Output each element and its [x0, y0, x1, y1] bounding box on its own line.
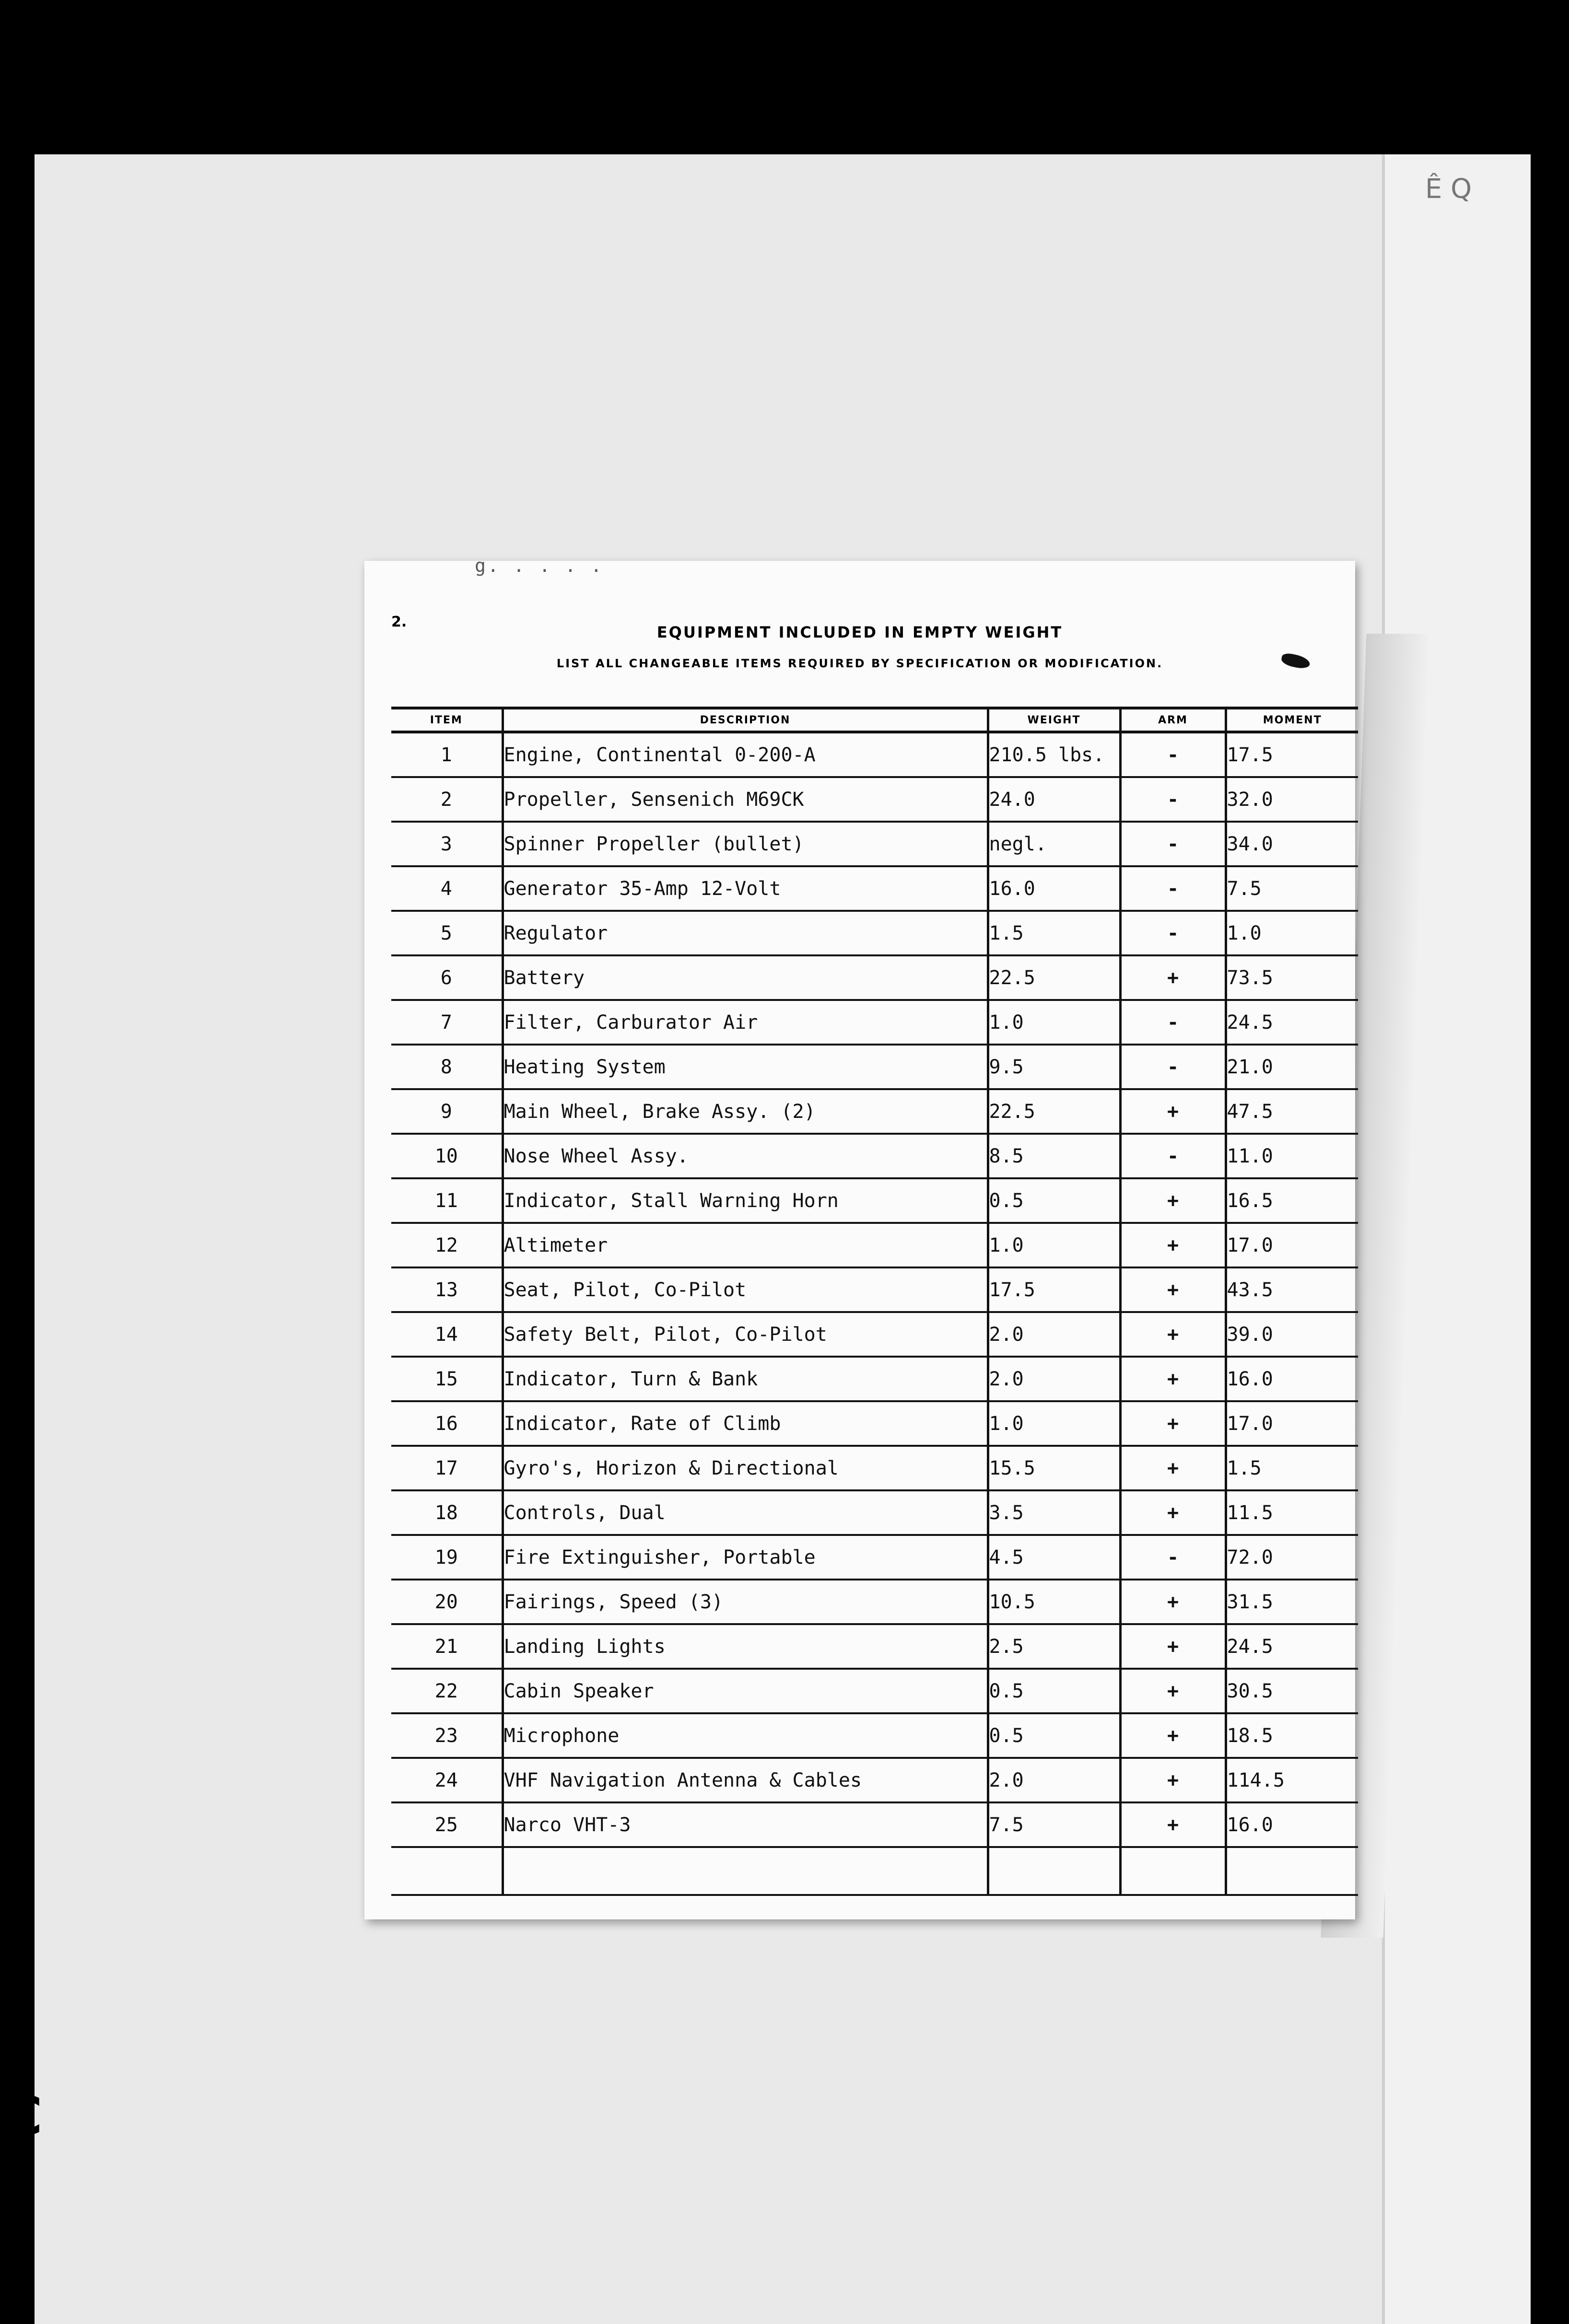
cell-moment: 7.5 [1226, 866, 1358, 911]
table-row [391, 1758, 1358, 1802]
blank-cell [1226, 1847, 1358, 1895]
cell-description: Fire Extinguisher, Portable [503, 1535, 988, 1580]
cell-item: 16 [391, 1401, 503, 1446]
cell-weight: 22.5 [988, 955, 1120, 1000]
cell-weight: 0.5 [988, 1178, 1120, 1223]
cell-weight: 4.5 [988, 1535, 1120, 1580]
cell-description: Narco VHT-3 [503, 1802, 988, 1847]
table-row [391, 1669, 1358, 1713]
cell-description: Battery [503, 955, 988, 1000]
table-row [391, 1000, 1358, 1045]
cell-moment: 24.5 [1226, 1624, 1358, 1669]
header-weight: WEIGHT [988, 708, 1120, 732]
page-number: 2. [391, 614, 407, 630]
cell-description: Altimeter [503, 1223, 988, 1267]
cell-moment: 16.0 [1226, 1802, 1358, 1847]
cell-description: VHF Navigation Antenna & Cables [503, 1758, 988, 1802]
page-title: EQUIPMENT INCLUDED IN EMPTY WEIGHT [656, 623, 1063, 641]
cell-item: 9 [391, 1089, 503, 1134]
table-row [391, 1446, 1358, 1490]
cell-arm: + [1120, 955, 1226, 1000]
table-row [391, 866, 1358, 911]
cell-moment: 24.5 [1226, 1000, 1358, 1045]
header-moment: MOMENT [1226, 708, 1358, 732]
cell-weight: 15.5 [988, 1446, 1120, 1490]
blank-cell [1120, 1847, 1226, 1895]
cell-arm: + [1120, 1490, 1226, 1535]
page-subtitle: LIST ALL CHANGEABLE ITEMS REQUIRED BY SPECIFICATION OR MODIFICATION. [556, 657, 1163, 670]
cell-description: Gyro's, Horizon & Directional [503, 1446, 988, 1490]
cell-item: 11 [391, 1178, 503, 1223]
cell-arm: + [1120, 1802, 1226, 1847]
cell-moment: 17.0 [1226, 1223, 1358, 1267]
cell-description: Fairings, Speed (3) [503, 1580, 988, 1624]
table-row [391, 822, 1358, 866]
cell-item: 22 [391, 1669, 503, 1713]
cell-arm: - [1120, 777, 1226, 822]
cell-weight: 0.5 [988, 1713, 1120, 1758]
cell-item: 17 [391, 1446, 503, 1490]
cell-moment: 21.0 [1226, 1045, 1358, 1089]
cell-arm: - [1120, 866, 1226, 911]
table-row [391, 1223, 1358, 1267]
cell-weight: 1.0 [988, 1401, 1120, 1446]
table-row [391, 1713, 1358, 1758]
cell-arm: - [1120, 1535, 1226, 1580]
cell-moment: 1.5 [1226, 1446, 1358, 1490]
scanned-page [35, 154, 1531, 2324]
cell-description: Controls, Dual [503, 1490, 988, 1535]
cell-moment: 73.5 [1226, 955, 1358, 1000]
table-body [391, 732, 1358, 1895]
corner-mark: Ê Q [1425, 174, 1472, 205]
cell-weight: 16.0 [988, 866, 1120, 911]
cell-weight: 7.5 [988, 1802, 1120, 1847]
cell-arm: + [1120, 1669, 1226, 1713]
cell-arm: + [1120, 1758, 1226, 1802]
cell-moment: 30.5 [1226, 1669, 1358, 1713]
header-description: DESCRIPTION [503, 708, 988, 732]
cell-item: 8 [391, 1045, 503, 1089]
header-arm: ARM [1120, 708, 1226, 732]
equipment-sheet [364, 555, 1355, 1919]
cell-item: 10 [391, 1134, 503, 1178]
cell-description: Landing Lights [503, 1624, 988, 1669]
cell-item: 13 [391, 1267, 503, 1312]
cell-description: Indicator, Turn & Bank [503, 1357, 988, 1401]
table-row [391, 1178, 1358, 1223]
cell-arm: + [1120, 1223, 1226, 1267]
cell-item: 18 [391, 1490, 503, 1535]
cell-item: 12 [391, 1223, 503, 1267]
cell-description: Filter, Carburator Air [503, 1000, 988, 1045]
cell-arm: + [1120, 1312, 1226, 1357]
table-row [391, 1580, 1358, 1624]
blank-cell [391, 1847, 503, 1895]
cell-arm: - [1120, 911, 1226, 955]
cell-moment: 1.0 [1226, 911, 1358, 955]
cell-moment: 11.5 [1226, 1490, 1358, 1535]
cell-description: Regulator [503, 911, 988, 955]
cell-weight: 17.5 [988, 1267, 1120, 1312]
table-row [391, 1357, 1358, 1401]
cell-weight: 2.0 [988, 1357, 1120, 1401]
cell-arm: - [1120, 732, 1226, 777]
cell-arm: - [1120, 1000, 1226, 1045]
table-row [391, 1401, 1358, 1446]
cell-moment: 18.5 [1226, 1713, 1358, 1758]
cell-description: Propeller, Sensenich M69CK [503, 777, 988, 822]
cell-description: Microphone [503, 1713, 988, 1758]
cell-item: 6 [391, 955, 503, 1000]
table-row [391, 1535, 1358, 1580]
cell-item: 2 [391, 777, 503, 822]
cell-weight: 0.5 [988, 1669, 1120, 1713]
equipment-table [391, 707, 1358, 1896]
edge-mark: C [4, 2085, 43, 2147]
cell-arm: + [1120, 1267, 1226, 1312]
table-row [391, 955, 1358, 1000]
table-row [391, 777, 1358, 822]
table-header-row [391, 708, 1358, 732]
blank-cell [988, 1847, 1120, 1895]
cell-arm: - [1120, 822, 1226, 866]
cell-arm: + [1120, 1713, 1226, 1758]
cell-moment: 16.5 [1226, 1178, 1358, 1223]
cell-item: 25 [391, 1802, 503, 1847]
cell-weight: 9.5 [988, 1045, 1120, 1089]
cell-description: Cabin Speaker [503, 1669, 988, 1713]
cell-description: Spinner Propeller (bullet) [503, 822, 988, 866]
blank-cell [503, 1847, 988, 1895]
table-row [391, 911, 1358, 955]
table-row [391, 1267, 1358, 1312]
cell-moment: 11.0 [1226, 1134, 1358, 1178]
cell-item: 4 [391, 866, 503, 911]
cell-weight: 1.5 [988, 911, 1120, 955]
cell-arm: + [1120, 1401, 1226, 1446]
table-row [391, 1089, 1358, 1134]
cell-item: 3 [391, 822, 503, 866]
table-row [391, 1134, 1358, 1178]
cell-moment: 17.0 [1226, 1401, 1358, 1446]
cell-description: Indicator, Rate of Climb [503, 1401, 988, 1446]
cell-weight: 210.5 lbs. [988, 732, 1120, 777]
cell-arm: - [1120, 1045, 1226, 1089]
cell-weight: 22.5 [988, 1089, 1120, 1134]
cell-moment: 16.0 [1226, 1357, 1358, 1401]
cell-arm: + [1120, 1446, 1226, 1490]
cell-weight: 2.5 [988, 1624, 1120, 1669]
cell-item: 20 [391, 1580, 503, 1624]
cell-arm: + [1120, 1089, 1226, 1134]
cell-item: 14 [391, 1312, 503, 1357]
cell-description: Seat, Pilot, Co-Pilot [503, 1267, 988, 1312]
cell-description: Safety Belt, Pilot, Co-Pilot [503, 1312, 988, 1357]
scrap-text: g. . . . . [475, 555, 604, 576]
cell-description: Heating System [503, 1045, 988, 1089]
cell-weight: 8.5 [988, 1134, 1120, 1178]
cell-arm: + [1120, 1624, 1226, 1669]
cell-item: 23 [391, 1713, 503, 1758]
table-row [391, 1312, 1358, 1357]
cell-item: 15 [391, 1357, 503, 1401]
cell-weight: 3.5 [988, 1490, 1120, 1535]
cell-moment: 114.5 [1226, 1758, 1358, 1802]
blank-row [391, 1847, 1358, 1895]
cell-moment: 31.5 [1226, 1580, 1358, 1624]
cell-item: 5 [391, 911, 503, 955]
cell-moment: 32.0 [1226, 777, 1358, 822]
cell-item: 19 [391, 1535, 503, 1580]
cell-weight: 1.0 [988, 1000, 1120, 1045]
table-row [391, 732, 1358, 777]
table-row [391, 1045, 1358, 1089]
cell-item: 1 [391, 732, 503, 777]
header-item: ITEM [391, 708, 503, 732]
cell-moment: 39.0 [1226, 1312, 1358, 1357]
cell-item: 24 [391, 1758, 503, 1802]
cell-description: Indicator, Stall Warning Horn [503, 1178, 988, 1223]
cell-weight: 1.0 [988, 1223, 1120, 1267]
cell-moment: 43.5 [1226, 1267, 1358, 1312]
cell-weight: 24.0 [988, 777, 1120, 822]
cell-description: Engine, Continental 0-200-A [503, 732, 988, 777]
cell-weight: 10.5 [988, 1580, 1120, 1624]
cell-description: Main Wheel, Brake Assy. (2) [503, 1089, 988, 1134]
cell-arm: - [1120, 1134, 1226, 1178]
cell-description: Nose Wheel Assy. [503, 1134, 988, 1178]
cell-weight: 2.0 [988, 1758, 1120, 1802]
cell-weight: 2.0 [988, 1312, 1120, 1357]
cell-weight: negl. [988, 822, 1120, 866]
cell-arm: + [1120, 1178, 1226, 1223]
cell-item: 7 [391, 1000, 503, 1045]
table-row [391, 1802, 1358, 1847]
table-row [391, 1624, 1358, 1669]
cell-arm: + [1120, 1580, 1226, 1624]
cell-moment: 47.5 [1226, 1089, 1358, 1134]
cell-moment: 17.5 [1226, 732, 1358, 777]
cell-description: Generator 35-Amp 12-Volt [503, 866, 988, 911]
cell-moment: 34.0 [1226, 822, 1358, 866]
cell-item: 21 [391, 1624, 503, 1669]
table-row [391, 1490, 1358, 1535]
cell-moment: 72.0 [1226, 1535, 1358, 1580]
cell-arm: + [1120, 1357, 1226, 1401]
